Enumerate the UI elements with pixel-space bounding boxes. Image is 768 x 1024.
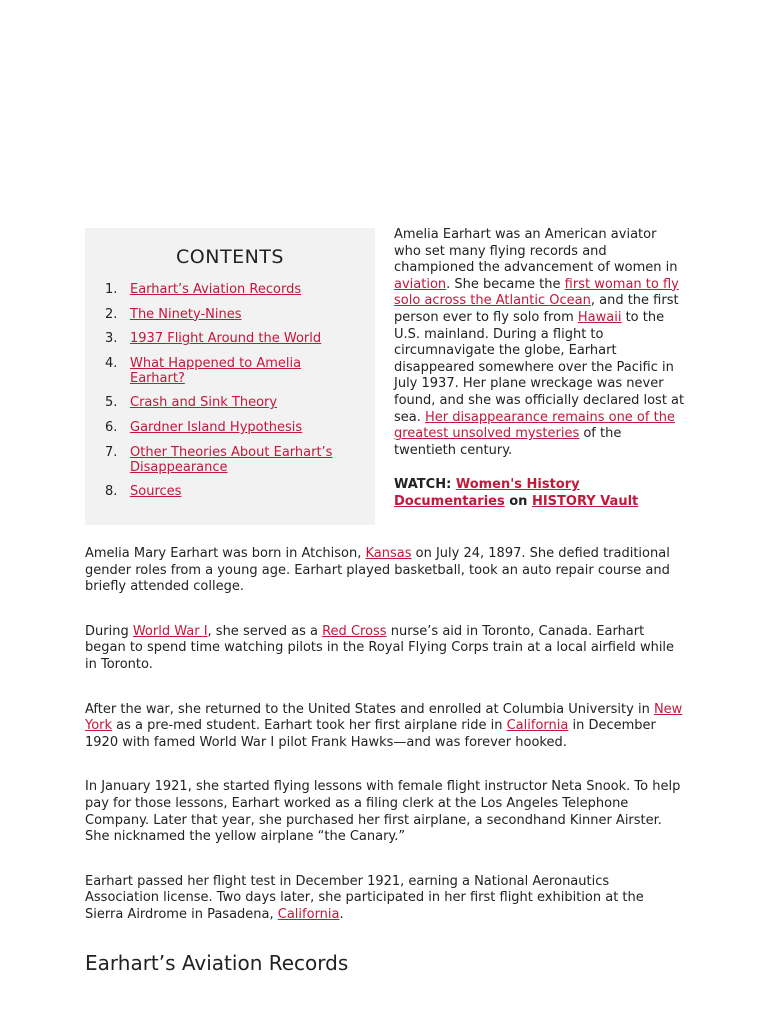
toc-item-gardner-island bbox=[105, 420, 355, 435]
section-heading-aviation-records: Earhart’s Aviation Records bbox=[85, 950, 349, 975]
paragraph-text: nurse’s aid in Toronto, Canada. Earhart began to spend time watching pilots in the Royal Flying Corps train at a local airfield while in Toronto. bbox=[85, 623, 675, 672]
watch-promo bbox=[394, 477, 685, 510]
paragraph-text: During bbox=[85, 623, 133, 639]
link-kansas[interactable]: Kansas bbox=[365, 546, 412, 561]
toc-item-1937-flight bbox=[105, 331, 355, 346]
toc-title: CONTENTS bbox=[176, 246, 284, 268]
paragraph-flying-lessons bbox=[85, 779, 685, 845]
toc-item-crash-and-sink bbox=[105, 395, 355, 410]
toc-item-ninety-nines bbox=[105, 307, 355, 322]
watch-label: WATCH: bbox=[394, 477, 456, 493]
link-new-york[interactable]: New York bbox=[85, 701, 683, 734]
paragraph-text: After the war, she returned to the United States and enrolled at Columbia University in bbox=[85, 701, 654, 717]
toc-item-aviation-records bbox=[105, 282, 355, 297]
intro-text: Amelia Earhart was an American aviator who set many flying records and championed the advancement of women in bbox=[394, 227, 678, 276]
paragraph-text: , she served as a bbox=[207, 623, 323, 639]
intro-text: of the twentieth century. bbox=[394, 426, 622, 458]
link-unsolved-mysteries[interactable]: Her disappearance remains one of the greatest unsolved mysteries bbox=[394, 409, 675, 442]
toc-item-number: 3. bbox=[105, 331, 118, 347]
intro-text: . She became the bbox=[446, 276, 565, 292]
toc-link-aviation-records[interactable]: Earhart’s Aviation Records bbox=[130, 282, 302, 297]
toc-link-gardner-island[interactable]: Gardner Island Hypothesis bbox=[130, 419, 303, 435]
toc-link-ninety-nines[interactable]: The Ninety-Nines bbox=[130, 306, 242, 322]
toc-item-other-theories bbox=[105, 445, 355, 475]
watch-on-text: on bbox=[504, 493, 532, 509]
link-world-war-i[interactable]: World War I bbox=[132, 623, 208, 639]
top-row bbox=[85, 228, 685, 525]
toc-item-what-happened bbox=[105, 356, 355, 386]
link-red-cross[interactable]: Red Cross bbox=[322, 623, 387, 639]
intro-column bbox=[394, 227, 685, 511]
link-hawaii[interactable]: Hawaii bbox=[577, 309, 622, 325]
toc-item-number: 5. bbox=[105, 395, 118, 411]
toc-item-number: 1. bbox=[105, 282, 118, 297]
paragraph-flight-test bbox=[85, 874, 685, 924]
link-aviation[interactable]: aviation bbox=[394, 276, 447, 292]
intro-text: to the U.S. mainland. During a flight to circumnavigate the globe, Earhart disappeared somewhere over the Pacific in July 1937. Her plane wreckage was never found, and she was officially declared lost at sea. bbox=[394, 309, 685, 425]
toc-item-number: 7. bbox=[105, 444, 118, 460]
paragraph-text: as a pre-med student. Earhart took her first airplane ride in bbox=[112, 718, 507, 734]
intro-paragraph bbox=[394, 227, 685, 459]
paragraph-text: in December 1920 with famed World War I pilot Frank Hawks—and was forever hooked. bbox=[85, 718, 656, 750]
toc-link-sources[interactable]: Sources bbox=[130, 484, 182, 500]
paragraph-text: Earhart passed her flight test in December 1921, earning a National Aeronautics Association license. Two days later, she participated in her first flight exhibition at the Sierra Airdrome in Pasadena, bbox=[85, 873, 644, 922]
paragraph-text: on July 24, 1897. She defied traditional gender roles from a young age. Earhart played basketball, took an auto repair course and briefly attended college. bbox=[85, 546, 670, 595]
link-first-woman-atlantic[interactable]: first woman to fly solo across the Atlantic Ocean bbox=[394, 276, 679, 309]
paragraph-birth bbox=[85, 546, 685, 596]
link-womens-history-documentaries[interactable]: Women's History Documentaries bbox=[394, 477, 580, 509]
link-history-vault[interactable]: HISTORY Vault bbox=[531, 493, 639, 509]
toc-link-crash-and-sink[interactable]: Crash and Sink Theory bbox=[130, 395, 278, 411]
intro-text: , and the first person ever to fly solo from bbox=[394, 293, 679, 325]
toc-item-number: 2. bbox=[105, 306, 118, 322]
table-of-contents bbox=[85, 228, 375, 525]
toc-link-1937-flight[interactable]: 1937 Flight Around the World bbox=[130, 331, 322, 347]
paragraph-text: . bbox=[339, 906, 344, 922]
toc-list bbox=[105, 282, 355, 499]
toc-item-number: 4. bbox=[105, 355, 118, 371]
link-california[interactable]: California bbox=[277, 906, 340, 922]
link-california[interactable]: California bbox=[506, 718, 569, 734]
paragraph-ww1 bbox=[85, 624, 685, 674]
paragraph-text: Amelia Mary Earhart was born in Atchison, bbox=[85, 546, 366, 561]
toc-link-what-happened[interactable]: What Happened to Amelia Earhart? bbox=[130, 355, 302, 386]
toc-item-number: 6. bbox=[105, 419, 118, 435]
toc-item-sources bbox=[105, 484, 355, 499]
toc-link-other-theories[interactable]: Other Theories About Earhart’s Disappearance bbox=[130, 444, 333, 475]
article bbox=[85, 228, 685, 975]
paragraph-after-war bbox=[85, 702, 685, 752]
paragraph-text: In January 1921, she started flying lessons with female flight instructor Neta Snook. To help pay for those lessons, Earhart worked as a filing clerk at the Los Angeles Telephone Company. Later that year, she purchased her first airplane, a secondhand Kinner Airster. She nicknamed the yellow airplane “the Canary.” bbox=[85, 779, 681, 845]
toc-item-number: 8. bbox=[105, 484, 118, 500]
